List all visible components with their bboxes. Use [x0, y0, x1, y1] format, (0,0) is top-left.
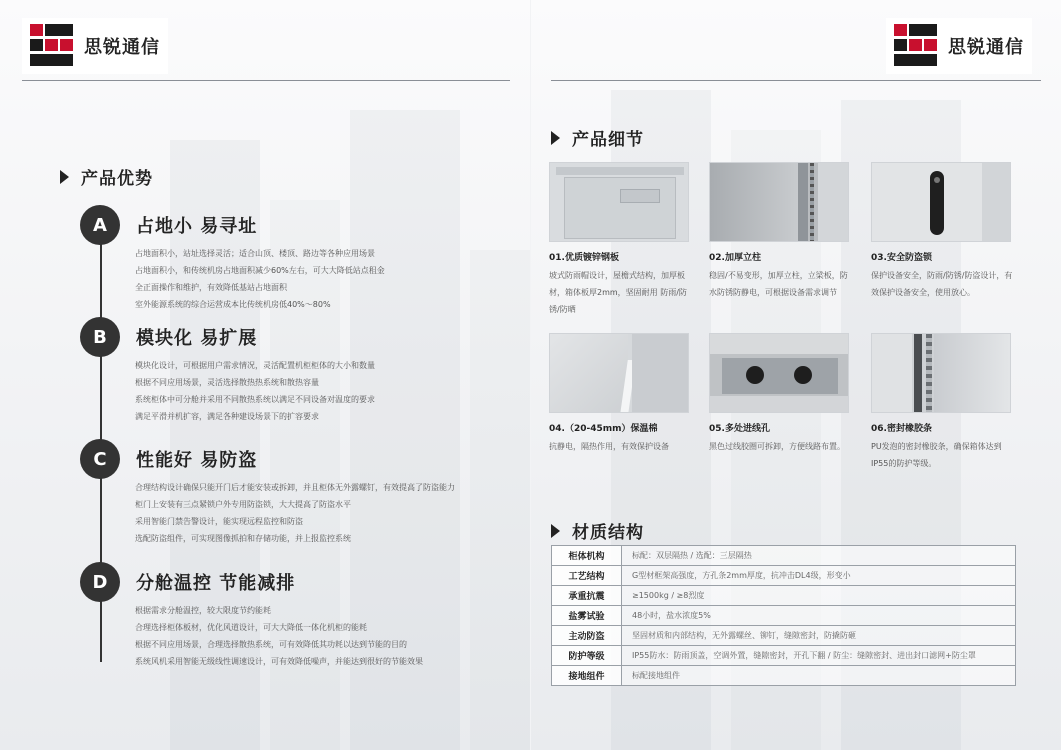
- brand-logo: [886, 18, 1032, 74]
- table-value: IP55防水：防雨顶盖，空调外置，缝隙密封，开孔下翻 / 防尘：缝隙密封、进出封口滤网+防尘罩: [622, 646, 1016, 666]
- advantage-line: 根据需求分舱温控，较大限度节约能耗: [135, 606, 271, 615]
- table-value: 48小时，盐水浓度5%: [622, 606, 1016, 626]
- detail-description: PU发泡的密封橡胶条，确保箱体达到IP55的防护等级。: [871, 442, 1002, 468]
- advantage-letter-badge: A: [80, 205, 120, 245]
- cable-entry-photo: [709, 333, 849, 413]
- logo-mark-icon: [26, 22, 78, 70]
- advantage-line: 满足平滑并机扩容，满足各种建设场景下的扩容要求: [135, 412, 319, 421]
- table-value: ≥1500kg / ≥8烈度: [622, 586, 1016, 606]
- thick-column-photo: [709, 162, 849, 242]
- advantage-line: 模块化设计，可根据用户需求情况，灵活配置机柜柜体的大小和数量: [135, 361, 375, 370]
- material-heading: 材质结构: [551, 518, 644, 543]
- advantage-letter-badge: C: [80, 439, 120, 479]
- advantage-line: 根据不同应用场景，灵活选择散热热系统和散热容量: [135, 378, 319, 387]
- detail-description: 黑色过线胶圈可拆卸，方便线路布置。: [709, 442, 845, 451]
- advantage-line: 柜门上安装有三点紧锁户外专用防盗锁，大大提高了防盗水平: [135, 500, 351, 509]
- table-key: 柜体机构: [552, 546, 622, 566]
- detail-description: 抗静电，隔热作用，有效保护设备: [549, 442, 669, 451]
- left-page: [0, 0, 530, 750]
- triangle-bullet-icon: [60, 170, 69, 184]
- detail-card: [709, 162, 854, 301]
- advantage-title: 占地小 易寻址: [136, 216, 258, 237]
- advantage-line: 占地面积小，站址选择灵活；适合山顶、楼顶、路边等各种应用场景: [135, 249, 375, 258]
- header-divider: [22, 80, 510, 81]
- details-heading: 产品细节: [551, 125, 644, 150]
- detail-caption: 02.加厚立柱: [709, 253, 761, 263]
- detail-caption: 04.（20-45mm）保温棉: [549, 424, 658, 434]
- advantage-line: 根据不同应用场景，合理选择散热系统，可有效降低其功耗以达到节能的目的: [135, 640, 407, 649]
- table-key: 工艺结构: [552, 566, 622, 586]
- table-value: 坚固材质和内部结构，无外露螺丝、铆钉，缝隙密封，防撬防砸: [622, 626, 1016, 646]
- table-row: [552, 606, 1016, 626]
- advantage-line: 占地面积小，和传统机房占地面积减少60%左右，可大大降低站点租金: [135, 266, 385, 275]
- table-row: [552, 626, 1016, 646]
- advantage-line: 采用智能门禁告警设计，能实现远程监控和防盗: [135, 517, 303, 526]
- table-value: G型材框架高强度，方孔条2mm厚度，抗冲击DL4级，形变小: [622, 566, 1016, 586]
- table-row: [552, 566, 1016, 586]
- detail-caption: 03.安全防盗锁: [871, 253, 932, 263]
- right-page: [531, 0, 1061, 750]
- detail-caption: 06.密封橡胶条: [871, 424, 932, 434]
- detail-description: 保护设备安全，防雨/防锈/防盗设计，有效保护设备安全，使用放心。: [871, 271, 1013, 297]
- table-row: [552, 586, 1016, 606]
- advantages-heading: 产品优势: [60, 164, 153, 189]
- table-key: 接地组件: [552, 666, 622, 686]
- insulation-cotton-photo: [549, 333, 689, 413]
- table-row: [552, 666, 1016, 686]
- detail-description: 稳固/不易变形，加厚立柱，立梁板，防水防锈防静电，可根据设备需求调节: [709, 271, 848, 297]
- table-key: 承重抗震: [552, 586, 622, 606]
- table-row: [552, 546, 1016, 566]
- table-key: 盐雾试验: [552, 606, 622, 626]
- detail-card: [871, 162, 1016, 301]
- logo-mark-icon: [890, 22, 942, 70]
- detail-card: [549, 333, 694, 455]
- galvanized-steel-photo: [549, 162, 689, 242]
- advantage-letter-badge: B: [80, 317, 120, 357]
- advantage-line: 合理选择柜体板材，优化风道设计，可大大降低一体化机柜的能耗: [135, 623, 367, 632]
- table-row: [552, 646, 1016, 666]
- advantage-title: 模块化 易扩展: [136, 328, 258, 349]
- brand-name: 思锐通信: [84, 37, 160, 58]
- detail-caption: 05.多处进线孔: [709, 424, 770, 434]
- table-key: 防护等级: [552, 646, 622, 666]
- detail-caption: 01.优质镀锌钢板: [549, 253, 619, 263]
- sealing-strip-photo: [871, 333, 1011, 413]
- table-key: 主动防盗: [552, 626, 622, 646]
- header-divider: [551, 80, 1041, 81]
- brand-logo: [22, 18, 168, 74]
- table-value: 标配接地组件: [622, 666, 1016, 686]
- detail-card: [871, 333, 1016, 472]
- advantage-letter-badge: D: [80, 562, 120, 602]
- triangle-bullet-icon: [551, 524, 560, 538]
- table-value: 标配：双层隔热 / 选配：三层隔热: [622, 546, 1016, 566]
- detail-description: 坡式防雨帽设计，屋檐式结构，加厚板材，箱体板厚2mm，坚固耐用 防雨/防锈/防晒: [549, 271, 687, 314]
- detail-card: [709, 333, 854, 455]
- advantage-line: 选配防盗组件，可实现图像抓拍和存储功能，并上报监控系统: [135, 534, 351, 543]
- advantage-line: 室外能源系统的综合运营成本比传统机房低40%～80%: [135, 300, 331, 309]
- material-table: [551, 545, 1016, 686]
- advantage-line: 系统风机采用智能无级线性调速设计，可有效降低噪声，并能达到很好的节能效果: [135, 657, 423, 666]
- security-lock-photo: [871, 162, 1011, 242]
- advantage-title: 分舱温控 节能减排: [136, 573, 296, 594]
- detail-card: [549, 162, 694, 318]
- advantage-line: 全正面操作和维护，有效降低基站占地面积: [135, 283, 287, 292]
- advantage-line: 合理结构设计确保只能开门后才能安装或拆卸，并且柜体无外露螺钉，有效提高了防盗能力: [135, 483, 455, 492]
- advantage-title: 性能好 易防盗: [136, 450, 258, 471]
- brand-name: 思锐通信: [948, 37, 1024, 58]
- triangle-bullet-icon: [551, 131, 560, 145]
- advantage-line: 系统柜体中可分舱并采用不同散热系统以满足不同设备对温度的要求: [135, 395, 375, 404]
